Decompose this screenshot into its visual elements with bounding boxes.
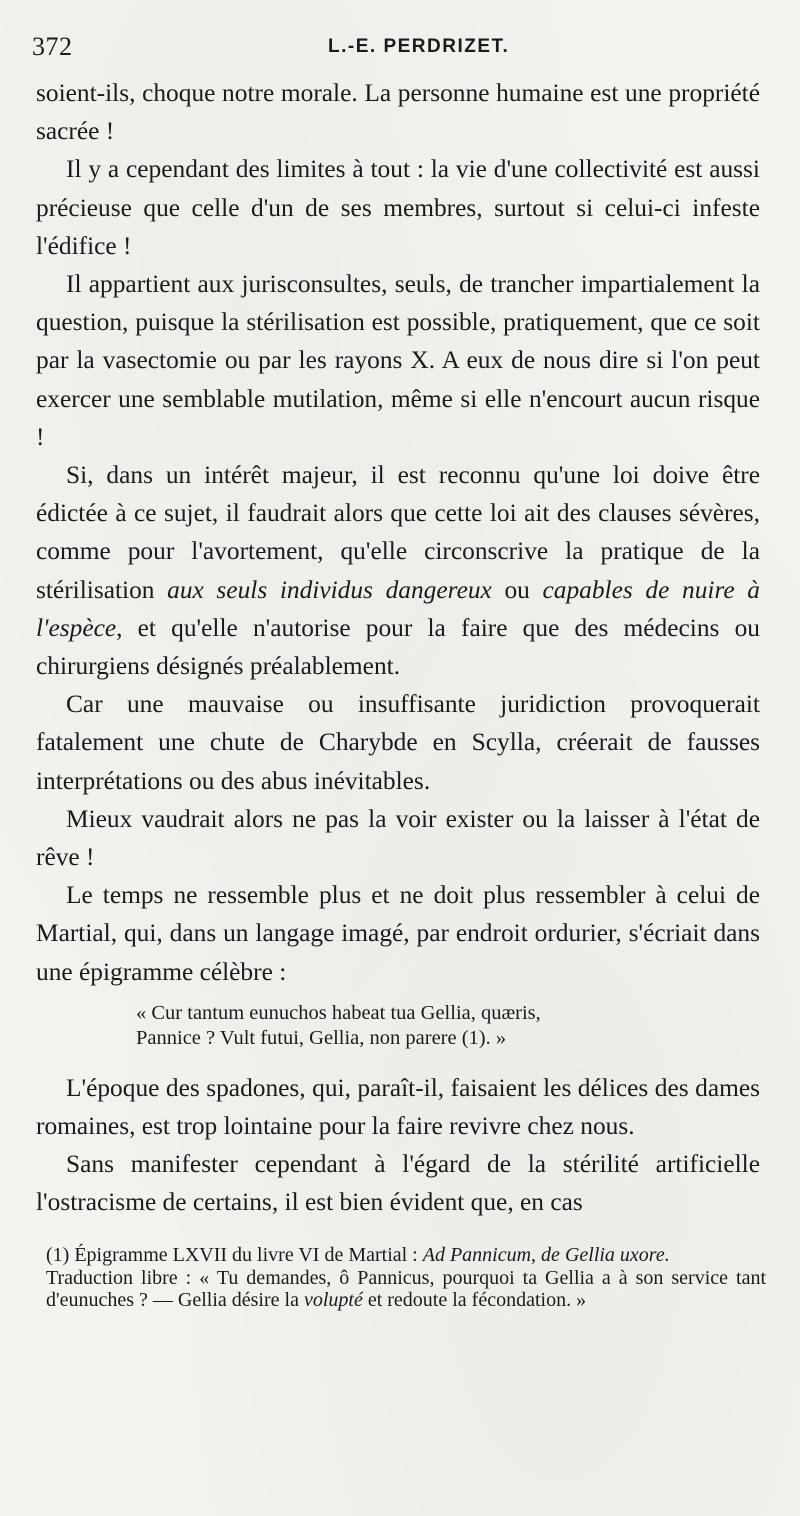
running-head: L.-E. PERDRIZET. [328,36,510,57]
paragraph-7: Le temps ne ressemble plus et ne doit plus ressembler à celui de Martial, qui, dans un langage imagé, par endroit ordurier, s'écriait dans une épigramme célèbre : [36,881,760,986]
page-header [32,30,758,66]
paragraph-3: Il appartient aux jurisconsultes, seuls, de trancher impartialement la question, puisque la stérilisation est possible, pratiquement, que ce soit par la vasectomie ou par les rayons X. A eux de nous dire si l'on peut exercer une semblable mutilation, même si elle n'encourt aucun risque ! [36,270,760,451]
footnote-translation [46,1267,766,1312]
paragraph-2: Il y a cependant des limites à tout : la vie d'une collectivité est aussi précieuse que celle d'un de ses membres, surtout si celui-ci infeste l'édifice ! [36,155,760,260]
footnote-translation-text-b: et redoute la fécondation. » [362,1289,587,1311]
footnote-1-text: (1) Épigramme LXVII du livre VI de Martial : [46,1244,423,1266]
paragraph-4 [36,456,760,685]
page-number: 372 [32,32,73,61]
epigram-quote [136,1001,760,1051]
paragraph-1: soient-ils, choque notre morale. La personne humaine est une propriété sacrée ! [36,79,760,146]
paragraph-4-text-b: ou [491,575,543,604]
footnote-translation-text-a: Traduction libre : « Tu demandes, ô Pannicus, pourquoi ta Gellia a à son service tant d'eunuches ? — Gellia désire la [46,1266,766,1311]
paragraph-4-text-a: Si, dans un intérêt majeur, il est reconnu qu'une loi doive être édictée à ce sujet, il faudrait alors que cette loi ait des clauses sévères, comme pour l'avortement, qu'elle circonscrive la pratique de la stérilisation [36,461,760,604]
quote-line-1: « Cur tantum eunuchos habeat tua Gellia, quæris, [136,1001,541,1024]
paragraph-5: Car une mauvaise ou insuffisante juridiction provoquerait fatalement une chute de Charybde en Scylla, créerait de fausses interprétations ou des abus inévitables. [36,690,760,795]
body-text [36,74,760,1222]
quote-line-2: Pannice ? Vult futui, Gellia, non parere (1). » [136,1026,507,1049]
footnote-1-italic: Ad Pannicum, de Gellia uxore. [422,1244,670,1266]
footnotes [46,1244,766,1312]
paragraph-4-text-c: , et qu'elle n'autorise pour la faire que des médecins ou chirurgiens désignés préalablement. [36,613,760,681]
paragraph-4-italic-2: capables de nuire à l'espèce [36,575,760,642]
paragraph-9: Sans manifester cependant à l'égard de la stérilité artificielle l'ostracisme de certains, il est bien évident que, en cas [36,1150,760,1217]
paragraph-4-italic-1: aux seuls individus dangereux [167,575,492,604]
paragraph-6: Mieux vaudrait alors ne pas la voir exister ou la laisser à l'état de rêve ! [36,804,760,872]
footnote-1 [46,1244,766,1267]
paragraph-8: L'époque des spadones, qui, paraît-il, faisaient les délices des dames romaines, est trop lointaine pour la faire revivre chez nous. [36,1073,760,1141]
footnote-translation-italic: volupté [303,1289,363,1311]
